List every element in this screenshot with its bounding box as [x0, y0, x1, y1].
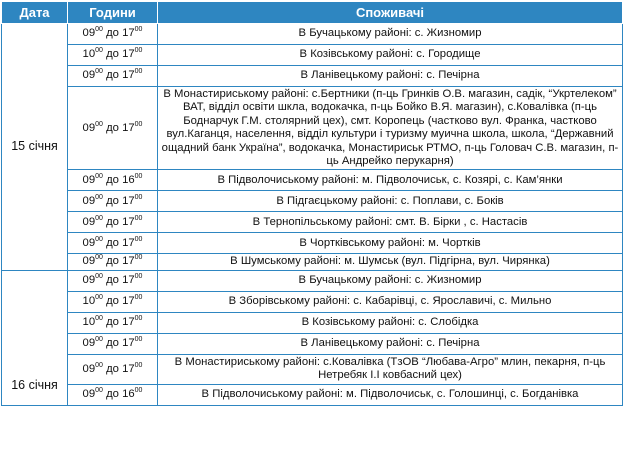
consumers-cell: В Монастириському районі: с.Ковалівка (ТзОВ “Любава-Агро” млин, пекарня, п-ць Нетребяк І.І ковбасний цех) — [158, 354, 623, 384]
consumers-cell: В Бучацькому районі: с. Жизномир — [158, 270, 623, 291]
time-cell — [68, 66, 158, 87]
time-to-minutes: 00 — [134, 254, 143, 262]
time-to-hours: 17 — [122, 121, 135, 134]
time-separator: до — [106, 387, 119, 400]
time-from-hours: 09 — [82, 255, 96, 268]
time-from-hours: 09 — [82, 387, 96, 400]
time-to-hours: 17 — [122, 316, 135, 329]
time-to-minutes: 00 — [134, 387, 143, 395]
schedule-row — [2, 254, 623, 270]
time-to-hours: 17 — [122, 48, 135, 61]
schedule-row — [2, 333, 623, 354]
time-cell — [68, 87, 158, 170]
consumers-cell: В Ланівецькому районі: с. Печірна — [158, 333, 623, 354]
schedule-row — [2, 87, 623, 170]
time-cell — [68, 312, 158, 333]
time-from-minutes: 00 — [95, 273, 103, 281]
consumers-cell: В Шумському районі: м. Шумськ (вул. Підгірна, вул. Чирянка) — [158, 254, 623, 270]
header-date: Дата — [2, 2, 68, 24]
consumers-cell: В Підволочиському районі: м. Підволочиськ, с. Голошинці, с. Богданівка — [158, 384, 623, 405]
time-separator: до — [106, 295, 119, 308]
time-separator: до — [106, 362, 119, 375]
time-to-hours: 17 — [122, 27, 135, 40]
time-separator: до — [106, 274, 119, 287]
time-from-minutes: 00 — [95, 193, 103, 201]
consumers-cell: В Монастириському районі: с.Бертники (п-ць Гринків О.В. магазин, садік, “Укртелеком” ВАТ, відділ освіти шкла, водокачка, п-ць Бойко В.Я. магазин), с.Ковалівка (п-ць Боднарчук Г.М. столярний цех), смт. Коропець (частково вул. Франка, частково вул.Каганця, населення, відділ культури і туризму муична школа, школа, “Державний ощадний банк Україна”, водокачка, Монастириськ РТМО, п-ць Головач С.В. магазин, п-ць Андрейко перукарня) — [158, 87, 623, 170]
consumers-cell: В Козівському районі: с. Городище — [158, 45, 623, 66]
time-cell — [68, 45, 158, 66]
time-to-minutes: 00 — [134, 214, 143, 222]
time-separator: до — [106, 48, 119, 61]
time-from-hours: 10 — [82, 316, 96, 329]
time-cell — [68, 254, 158, 270]
consumers-cell: В Бучацькому районі: с. Жизномир — [158, 24, 623, 45]
consumers-cell: В Козівському районі: с. Слобідка — [158, 312, 623, 333]
time-to-hours: 17 — [122, 69, 135, 82]
consumers-cell: В Тернопільському районі: смт. В. Бірки , с. Настасів — [158, 212, 623, 233]
time-to-minutes: 00 — [134, 26, 143, 34]
schedule-row — [2, 66, 623, 87]
time-from-minutes: 00 — [95, 294, 103, 302]
time-from-hours: 09 — [82, 194, 96, 207]
consumers-cell: В Підгаєцькому районі: с. Поплави, с. Боків — [158, 191, 623, 212]
schedule-row — [2, 45, 623, 66]
time-to-hours: 17 — [122, 215, 135, 228]
time-from-hours: 09 — [82, 27, 96, 40]
time-to-minutes: 00 — [134, 47, 143, 55]
time-to-minutes: 00 — [134, 361, 143, 369]
time-to-minutes: 00 — [134, 172, 143, 180]
schedule-row — [2, 170, 623, 191]
time-from-minutes: 00 — [95, 214, 103, 222]
time-to-hours: 16 — [122, 173, 135, 186]
time-to-hours: 17 — [122, 194, 135, 207]
time-from-hours: 10 — [82, 48, 96, 61]
time-cell — [68, 24, 158, 45]
outage-schedule-table — [1, 1, 623, 406]
time-separator: до — [106, 337, 119, 350]
time-from-hours: 09 — [82, 215, 96, 228]
time-from-minutes: 00 — [95, 387, 103, 395]
time-to-minutes: 00 — [134, 68, 143, 76]
time-to-minutes: 00 — [134, 120, 143, 128]
time-to-hours: 17 — [122, 255, 135, 268]
time-to-hours: 17 — [122, 337, 135, 350]
schedule-row — [2, 312, 623, 333]
time-to-minutes: 00 — [134, 235, 143, 243]
time-separator: до — [106, 255, 119, 268]
schedule-row — [2, 191, 623, 212]
time-to-minutes: 00 — [134, 336, 143, 344]
time-from-minutes: 00 — [95, 47, 103, 55]
consumers-cell: В Чортківському районі: м. Чортків — [158, 233, 623, 254]
time-from-hours: 09 — [82, 69, 96, 82]
header-row — [2, 2, 623, 24]
consumers-cell: В Зборівському районі: с. Кабарівці, с. Ярославичі, с. Мильно — [158, 291, 623, 312]
time-to-hours: 17 — [122, 295, 135, 308]
time-to-minutes: 00 — [134, 273, 143, 281]
time-from-hours: 09 — [82, 121, 96, 134]
time-from-hours: 09 — [82, 236, 96, 249]
time-from-minutes: 00 — [95, 68, 103, 76]
consumers-cell: В Підволочиському районі: м. Підволочиськ, с. Козярі, с. Кам’янки — [158, 170, 623, 191]
time-from-minutes: 00 — [95, 336, 103, 344]
time-cell — [68, 191, 158, 212]
schedule-row — [2, 270, 623, 291]
time-to-hours: 16 — [122, 387, 135, 400]
time-separator: до — [106, 121, 119, 134]
time-cell — [68, 384, 158, 405]
time-cell — [68, 212, 158, 233]
time-to-hours: 17 — [122, 236, 135, 249]
time-from-hours: 09 — [82, 337, 96, 350]
time-separator: до — [106, 27, 119, 40]
time-from-minutes: 00 — [95, 235, 103, 243]
time-separator: до — [106, 215, 119, 228]
schedule-row — [2, 291, 623, 312]
time-from-minutes: 00 — [95, 254, 103, 262]
time-separator: до — [106, 316, 119, 329]
time-from-minutes: 00 — [95, 172, 103, 180]
time-separator: до — [106, 194, 119, 207]
time-to-hours: 17 — [122, 362, 135, 375]
time-cell — [68, 333, 158, 354]
date-cell: 15 січня — [2, 24, 68, 271]
schedule-body — [2, 24, 623, 406]
time-to-hours: 17 — [122, 274, 135, 287]
time-separator: до — [106, 173, 119, 186]
time-from-minutes: 00 — [95, 120, 103, 128]
time-from-hours: 09 — [82, 274, 96, 287]
time-separator: до — [106, 236, 119, 249]
time-cell — [68, 291, 158, 312]
time-cell — [68, 170, 158, 191]
time-to-minutes: 00 — [134, 294, 143, 302]
time-cell — [68, 233, 158, 254]
schedule-row — [2, 354, 623, 384]
time-from-hours: 09 — [82, 173, 96, 186]
schedule-row — [2, 212, 623, 233]
time-to-minutes: 00 — [134, 315, 143, 323]
time-to-minutes: 00 — [134, 193, 143, 201]
consumers-cell: В Ланівецькому районі: с. Печірна — [158, 66, 623, 87]
header-time: Години — [68, 2, 158, 24]
date-cell: 16 січня — [2, 270, 68, 405]
time-from-minutes: 00 — [95, 361, 103, 369]
schedule-row — [2, 24, 623, 45]
time-from-hours: 09 — [82, 362, 96, 375]
time-from-hours: 10 — [82, 295, 96, 308]
time-cell — [68, 354, 158, 384]
time-cell — [68, 270, 158, 291]
schedule-row — [2, 233, 623, 254]
time-separator: до — [106, 69, 119, 82]
schedule-row — [2, 384, 623, 405]
time-from-minutes: 00 — [95, 315, 103, 323]
time-from-minutes: 00 — [95, 26, 103, 34]
header-consumers: Споживачі — [158, 2, 623, 24]
